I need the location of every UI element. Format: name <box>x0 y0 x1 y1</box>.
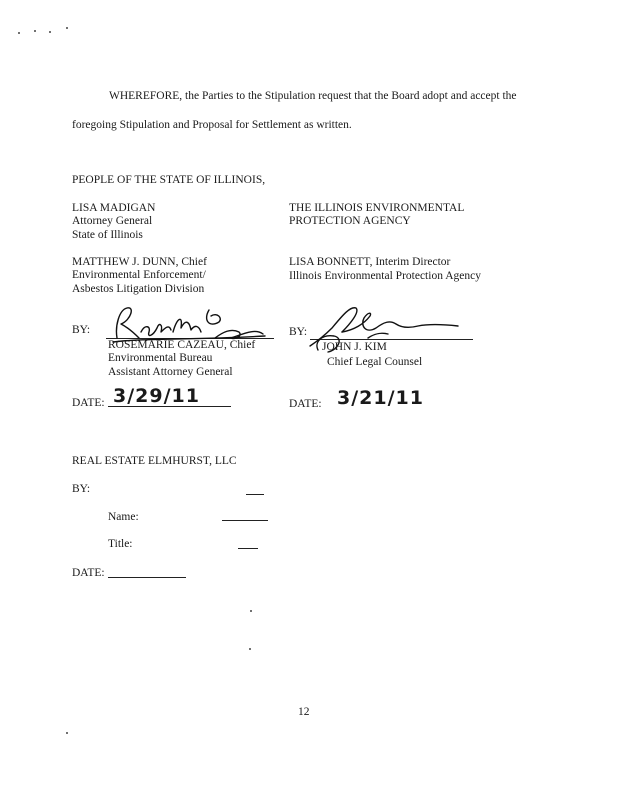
state-line: State of Illinois <box>72 229 143 241</box>
attorney-general-title: Attorney General <box>72 215 153 227</box>
left-signer-name: ROSEMARIE CAZEAU, Chief <box>108 339 256 351</box>
scan-speck <box>49 31 51 33</box>
right-signer-name: JOHN J. KIM <box>322 341 387 353</box>
attorney-general-name: LISA MADIGAN <box>72 202 156 214</box>
chief-title-1: Environmental Enforcement/ <box>72 269 206 281</box>
real-estate-date-label: DATE: <box>72 567 105 579</box>
left-signer-title-2: Assistant Attorney General <box>108 366 233 378</box>
real-estate-by-line <box>246 494 264 495</box>
right-date-handwritten: 3/21/11 <box>337 387 424 409</box>
right-date-label: DATE: <box>289 398 322 410</box>
left-signer-title-1: Environmental Bureau <box>108 352 213 364</box>
left-by-label: BY: <box>72 324 91 336</box>
scan-speck <box>66 27 68 29</box>
page-number: 12 <box>298 706 310 718</box>
agency-name-1: THE ILLINOIS ENVIRONMENTAL <box>289 202 465 214</box>
real-estate-heading: REAL ESTATE ELMHURST, LLC <box>72 455 237 467</box>
chief-name: MATTHEW J. DUNN, Chief <box>72 256 207 268</box>
left-date-label: DATE: <box>72 397 105 409</box>
real-estate-name-line <box>222 520 268 521</box>
director-name: LISA BONNETT, Interim Director <box>289 256 451 268</box>
right-signer-title: Chief Legal Counsel <box>327 356 423 368</box>
scan-speck <box>34 30 36 32</box>
real-estate-title-label: Title: <box>108 538 133 550</box>
left-date-handwritten: 3/29/11 <box>113 385 200 407</box>
paragraph-line-2: foregoing Stipulation and Proposal for Settlement as written. <box>72 119 352 131</box>
director-title: Illinois Environmental Protection Agency <box>289 270 481 282</box>
scan-speck <box>249 648 251 650</box>
scan-speck <box>66 732 68 734</box>
real-estate-title-line <box>238 548 258 549</box>
chief-title-2: Asbestos Litigation Division <box>72 283 205 295</box>
scan-speck <box>18 32 20 34</box>
real-estate-date-line <box>108 577 186 578</box>
people-heading: PEOPLE OF THE STATE OF ILLINOIS, <box>72 174 266 186</box>
right-by-label: BY: <box>289 326 308 338</box>
real-estate-name-label: Name: <box>108 511 139 523</box>
real-estate-by-label: BY: <box>72 483 91 495</box>
paragraph-line-1: WHEREFORE, the Parties to the Stipulation request that the Board adopt and accept the <box>109 90 517 102</box>
scan-speck <box>250 610 252 612</box>
agency-name-2: PROTECTION AGENCY <box>289 215 411 227</box>
